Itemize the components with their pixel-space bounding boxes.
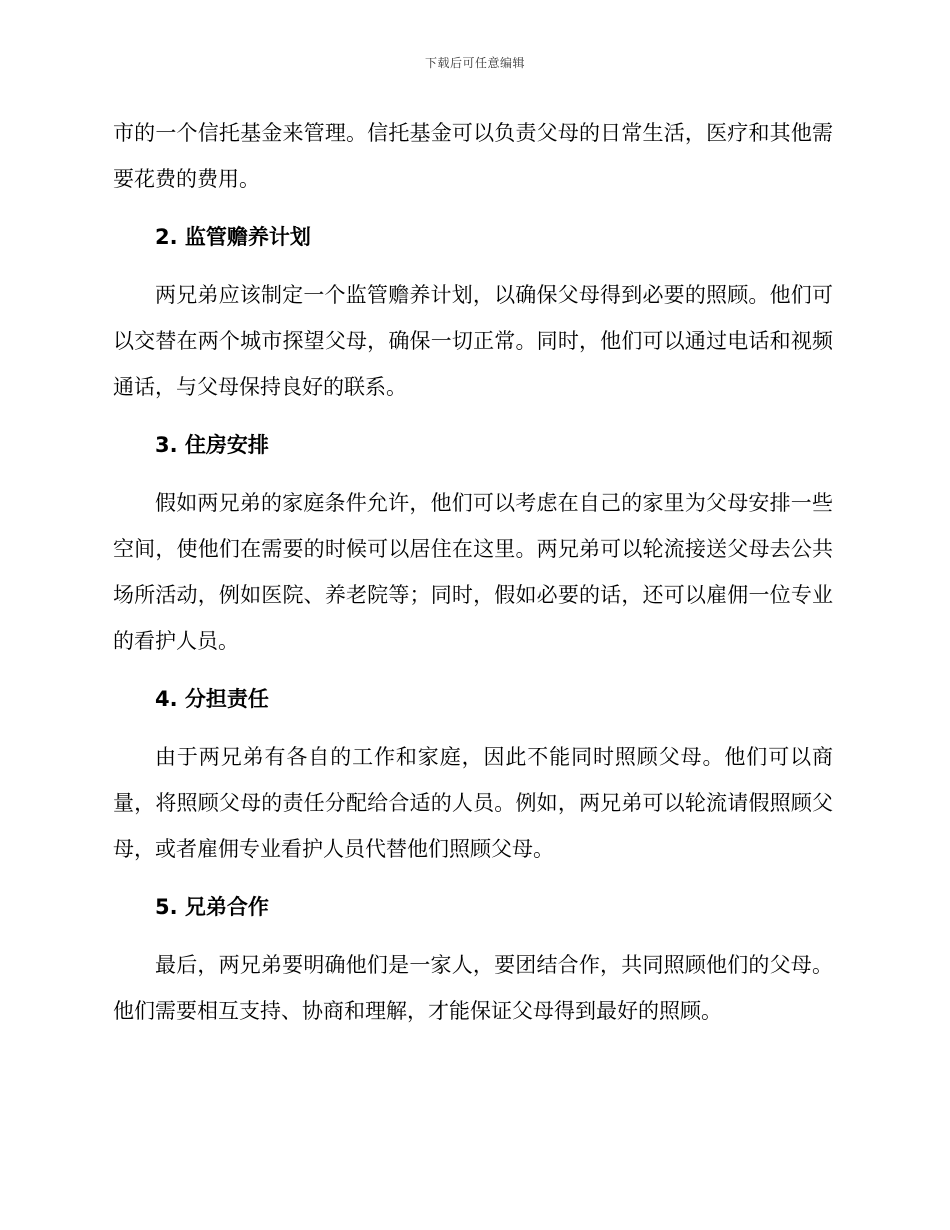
intro-continuation-paragraph: 市的一个信托基金来管理。信托基金可以负责父母的日常生活，医疗和其他需要花费的费用。 bbox=[113, 121, 833, 191]
section-paragraph-2: 两兄弟应该制定一个监管赡养计划，以确保父母得到必要的照顾。他们可以交替在两个城市探望父母，确保一切正常。同时，他们可以通过电话和视频通话，与父母保持良好的联系。 bbox=[113, 283, 833, 399]
section-paragraph-3: 假如两兄弟的家庭条件允许，他们可以考虑在自己的家里为父母安排一些空间，使他们在需要的时候可以居住在这里。两兄弟可以轮流接送父母去公共场所活动，例如医院、养老院等；同时，假如必要的话，还可以雇佣一位专业的看护人员。 bbox=[113, 491, 833, 653]
section-heading-2: 2. 监管赡养计划 bbox=[155, 225, 311, 249]
section-heading-5: 5. 兄弟合作 bbox=[155, 895, 269, 919]
section-paragraph-4: 由于两兄弟有各自的工作和家庭，因此不能同时照顾父母。他们可以商量，将照顾父母的责任分配给合适的人员。例如，两兄弟可以轮流请假照顾父母，或者雇佣专业看护人员代替他们照顾父母。 bbox=[113, 745, 833, 861]
document-body bbox=[113, 110, 833, 1034]
section-heading-3: 3. 住房安排 bbox=[155, 433, 269, 457]
header-note: 下载后可任意编辑 bbox=[424, 56, 525, 70]
section-paragraph-5: 最后，两兄弟要明确他们是一家人，要团结合作，共同照顾他们的父母。他们需要相互支持、协商和理解，才能保证父母得到最好的照顾。 bbox=[113, 953, 833, 1023]
section-heading-4: 4. 分担责任 bbox=[155, 687, 269, 711]
